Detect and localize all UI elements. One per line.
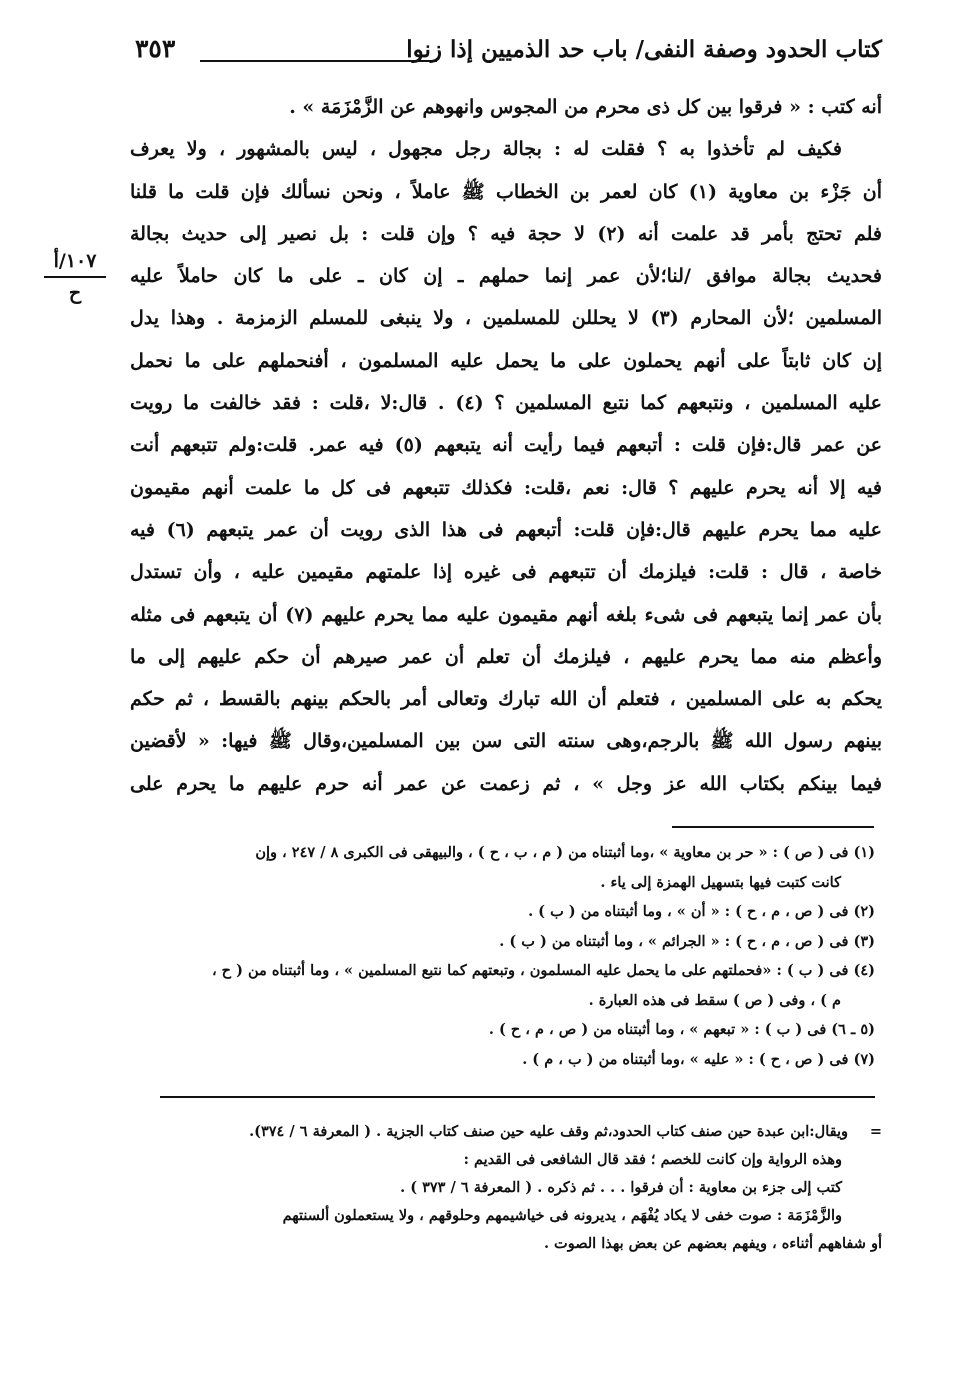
notes-separator-rule [160,1096,875,1098]
margin-folio-reference [30,248,120,306]
text-line: عليه مما يحرم عليهم قال:فإن قلت: أتبعهم فى هذا الذى رويت أن عمر يتبعهم (٦) فيه [130,518,882,541]
text-line: فحديث بجالة موافق /لنا؛لأن عمر إنما حملهم ـ إن كان ـ على ما كان حاملاً عليه [130,265,882,288]
note-text: ويقال:ابن عبدة حين صنف كتاب الحدود،ثم وقف عليه حين صنف كتاب الجزية . ( المعرفة ٦ / ٣٧٤). [249,1123,848,1140]
header-rule [200,60,437,62]
header-title: كتاب الحدود وصفة النفى/ باب حد الذميين إذا زنوا [406,36,882,63]
continuation-marker: = [869,1123,882,1140]
text-line: عن عمر قال:فإن قلت : أتبعهم فيما رأيت أنه يتبعهم (٥) فيه عمر. قلت:ولم تتبعهم أنت [130,434,882,457]
text-line: خاصة ، قال : قلت: فيلزمك أن تتبعهم فى غيره إذا علمتهم مقيمين عليه ، وأن تستدل [130,561,882,584]
footnote-line: (١) فى ( ص ) : « حر بن معاوية » ،وما أثبتناه من ( م ، ب ، ح ) ، والبيهقى فى الكبرى ٨ / ٢٤٧ ، وإن [255,844,875,861]
text-line: عليه المسلمين ، ونتبعهم كما نتبع المسلمين ؟ (٤) . قال:لا ،قلت : فقد خالفت ما رويت [130,392,882,415]
note-line: أو شفاههم أثناءه ، ويفهم بعضهم عن بعض بهذا الصوت . [543,1235,882,1252]
text-line: وأعظم منه مما يحرم عليهم ، فيلزمك أن تعلم أن عمر صيرهم أن حكم عليهم إلى ما [130,645,882,668]
footnotes [130,838,875,1074]
footnote-line: (٣) فى ( ص ، م ، ح ) : « الجرائم » ، وما أثبتناه من ( ب ) . [499,932,875,950]
margin-folio-rule [44,276,106,278]
text-line: فلم تحتج بأمر قد علمت أنه (٢) لا حجة فيه ؟ وإن قلت : بل نصير إلى حديث بجالة [130,222,882,245]
text-line: أن جَزْء بن معاوية (١) كان لعمر بن الخطاب ﷺ عاملاً ، ونحن نسألك فإن قلت ما قلنا [130,180,882,203]
text-line: بأن عمر إنما يتبعهم فى شىء بلغه أنهم مقيمون عليه مما يحرم عليهم (٧) أن يتبعهم فى مثله [130,603,882,626]
footnote-line: (٤) فى ( ب ) : «فحملتهم على ما يحمل عليه المسلمون ، وتبعتهم كما نتبع المسلمين » ، وما أثبتناه من ( ح ، [211,962,875,979]
page-number: ٣٥٣ [135,34,176,63]
text-line: فيما بينكم بكتاب الله عز وجل » ، ثم زعمت عن عمر أنه حرم عليهم ما يحرم على [130,772,882,795]
running-header [130,30,882,78]
text-line: يحكم به على المسلمين ، فتعلم أن الله تبارك وتعالى أمر بالحكم بينهم بالقسط ، ثم حكم [130,688,882,711]
footnote-line: (٢) فى ( ص ، م ، ح ) : « أن » ، وما أثبتناه من ( ب ) . [528,903,875,920]
text-line: المسلمين ؛لأن المحارم (٣) لا يحللن للمسلمين ، ولا ينبغى للمسلم الزمزمة . وهذا يدل [130,307,882,330]
text-line: فيه إلا أنه يحرم عليهم ؟ قال: نعم ،قلت: فكذلك تتبعهم فى كل ما علمت أنهم مقيمون [130,476,882,499]
text-line: أنه كتب : « فرقوا بين كل ذى محرم من المجوس وانهوهم عن الزَّمْزَمَة » . [289,96,882,118]
note-line: وهذه الرواية وإن كانت للخصم ؛ فقد قال الشافعى فى القديم : [463,1151,842,1168]
text-line: إن كان ثابتاً على أنهم يحملون على ما يحمل عليه المسلمون ، أفنحملهم على ما نحمل [130,349,882,372]
footnote-rule [672,826,874,828]
main-text [130,86,882,805]
margin-manuscript-symbol: ح [68,282,82,304]
continuation-notes [130,1118,882,1258]
note-line [130,1118,882,1146]
note-line: كتب إلى جزء بن معاوية : أن فرقوا . . . ثم ذكره . ( المعرفة ٦ / ٣٧٣ ) . [400,1179,842,1196]
margin-folio-number: ١٠٧/أ [53,250,97,272]
note-line: والزَّمْزَمَة : صوت خفى لا يكاد يُفْهَم ، يديرونه فى خياشيمهم وحلوقهم ، ولا يستعملون ألسنتهم [282,1207,842,1224]
footnote-line: (٥ ـ ٦) فى ( ب ) : « تبعهم » ، وما أثبتناه من ( ص ، م ، ح ) . [488,1021,875,1038]
text-line: بينهم رسول الله ﷺ بالرجم،وهى سنته التى سن بين المسلمين،وقال ﷺ فيها: « لأقضين [130,730,882,753]
footnote-line: م ) ، وفى ( ص ) سقط فى هذه العبارة . [588,991,841,1009]
footnote-line: (٧) فى ( ص ، ح ) : « عليه » ،وما أثبتناه من ( ب ، م ) . [522,1050,875,1068]
text-line: فكيف لم تأخذوا به ؟ فقلت له : بجالة رجل مجهول ، ليس بالمشهور ، ولا يعرف [130,138,842,161]
footnote-line: كانت كتبت فيها بتسهيل الهمزة إلى ياء . [600,873,841,891]
